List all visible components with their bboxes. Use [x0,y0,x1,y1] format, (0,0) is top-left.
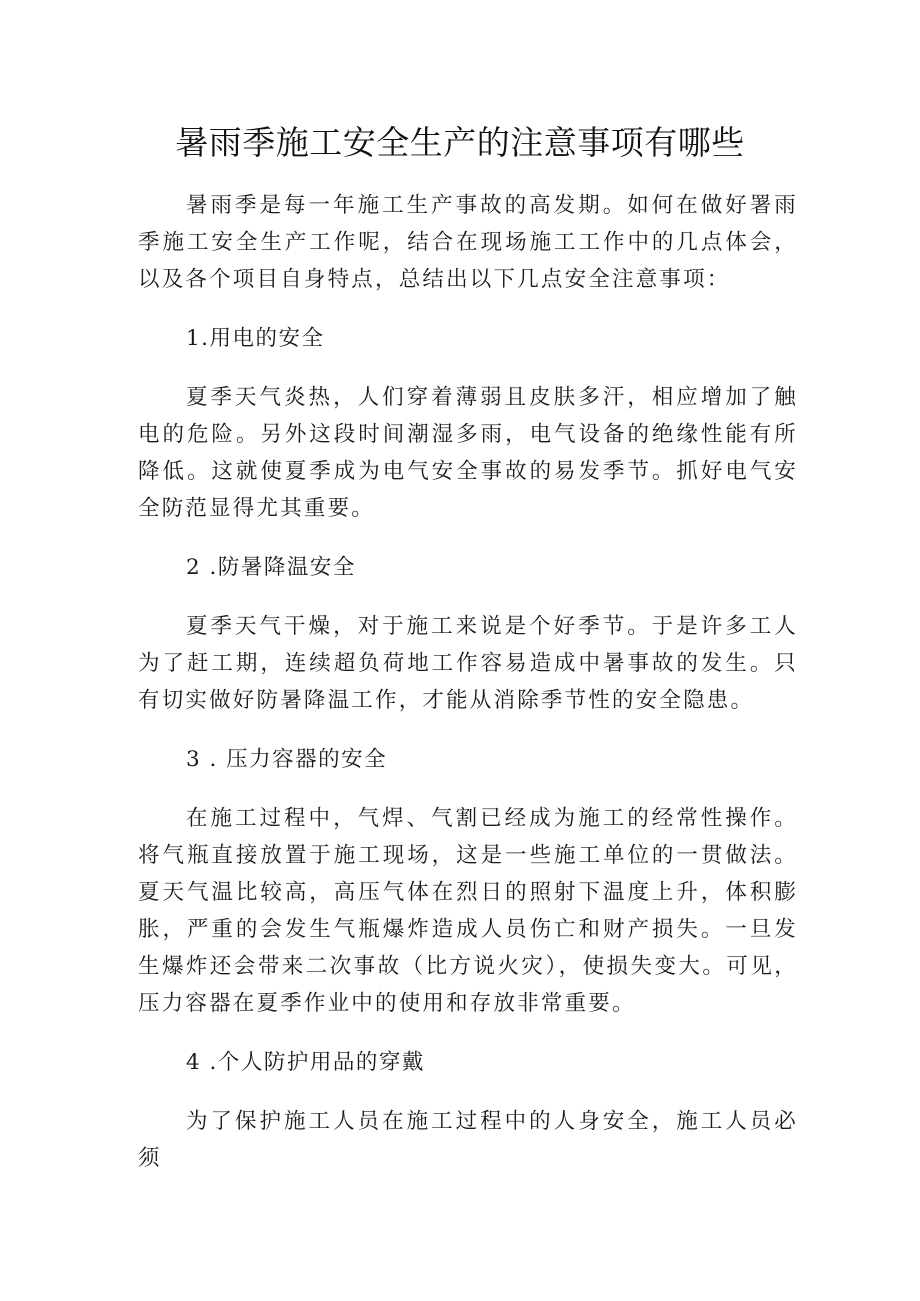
section-heading-heatstroke: 2 .防暑降温安全 [186,555,356,580]
section-text-heatstroke: 夏季天气干燥，对于施工来说是个好季节。于是许多工人为了赶工期，连续超负荷地工作容易造成中暑事故的发生。只有切实做好防暑降温工作，才能从消除季节性的安全隐患。 [138,614,798,713]
section-text-protective-gear: 为了保护施工人员在施工过程中的人身安全，施工人员必须 [138,1109,798,1171]
section-text-pressure-vessel: 在施工过程中，气焊、气割已经成为施工的经常性操作。将气瓶直接放置于施工现场，这是一些施工单位的一贯做法。夏天气温比较高，高压气体在烈日的照射下温度上升，体积膨胀，严重的会发生气瓶爆炸造成人员伤亡和财产损失。一旦发生爆炸还会带来二次事故（比方说火灾），使损失变大。可见，压力容器在夏季作业中的使用和存放非常重要。 [138,806,798,1016]
document-body [138,187,798,1199]
intro-paragraph: 暑雨季是每一年施工生产事故的高发期。如何在做好署雨季施工安全生产工作呢，结合在现场施工工作中的几点体会，以及各个项目自身特点，总结出以下几点安全注意事项： [138,193,798,292]
section-heading-protective-gear: 4 .个人防护用品的穿戴 [186,1050,425,1075]
document-title: 暑雨季施工安全生产的注意事项有哪些 [175,123,745,162]
section-heading-electricity: 1.用电的安全 [186,326,325,351]
section-heading-pressure-vessel: 3 . 压力容器的安全 [186,747,388,772]
section-text-electricity: 夏季天气炎热，人们穿着薄弱且皮肤多汗，相应增加了触电的危险。另外这段时间潮湿多雨，电气设备的绝缘性能有所降低。这就使夏季成为电气安全事故的易发季节。抓好电气安全防范显得尤其重要。 [138,385,798,521]
